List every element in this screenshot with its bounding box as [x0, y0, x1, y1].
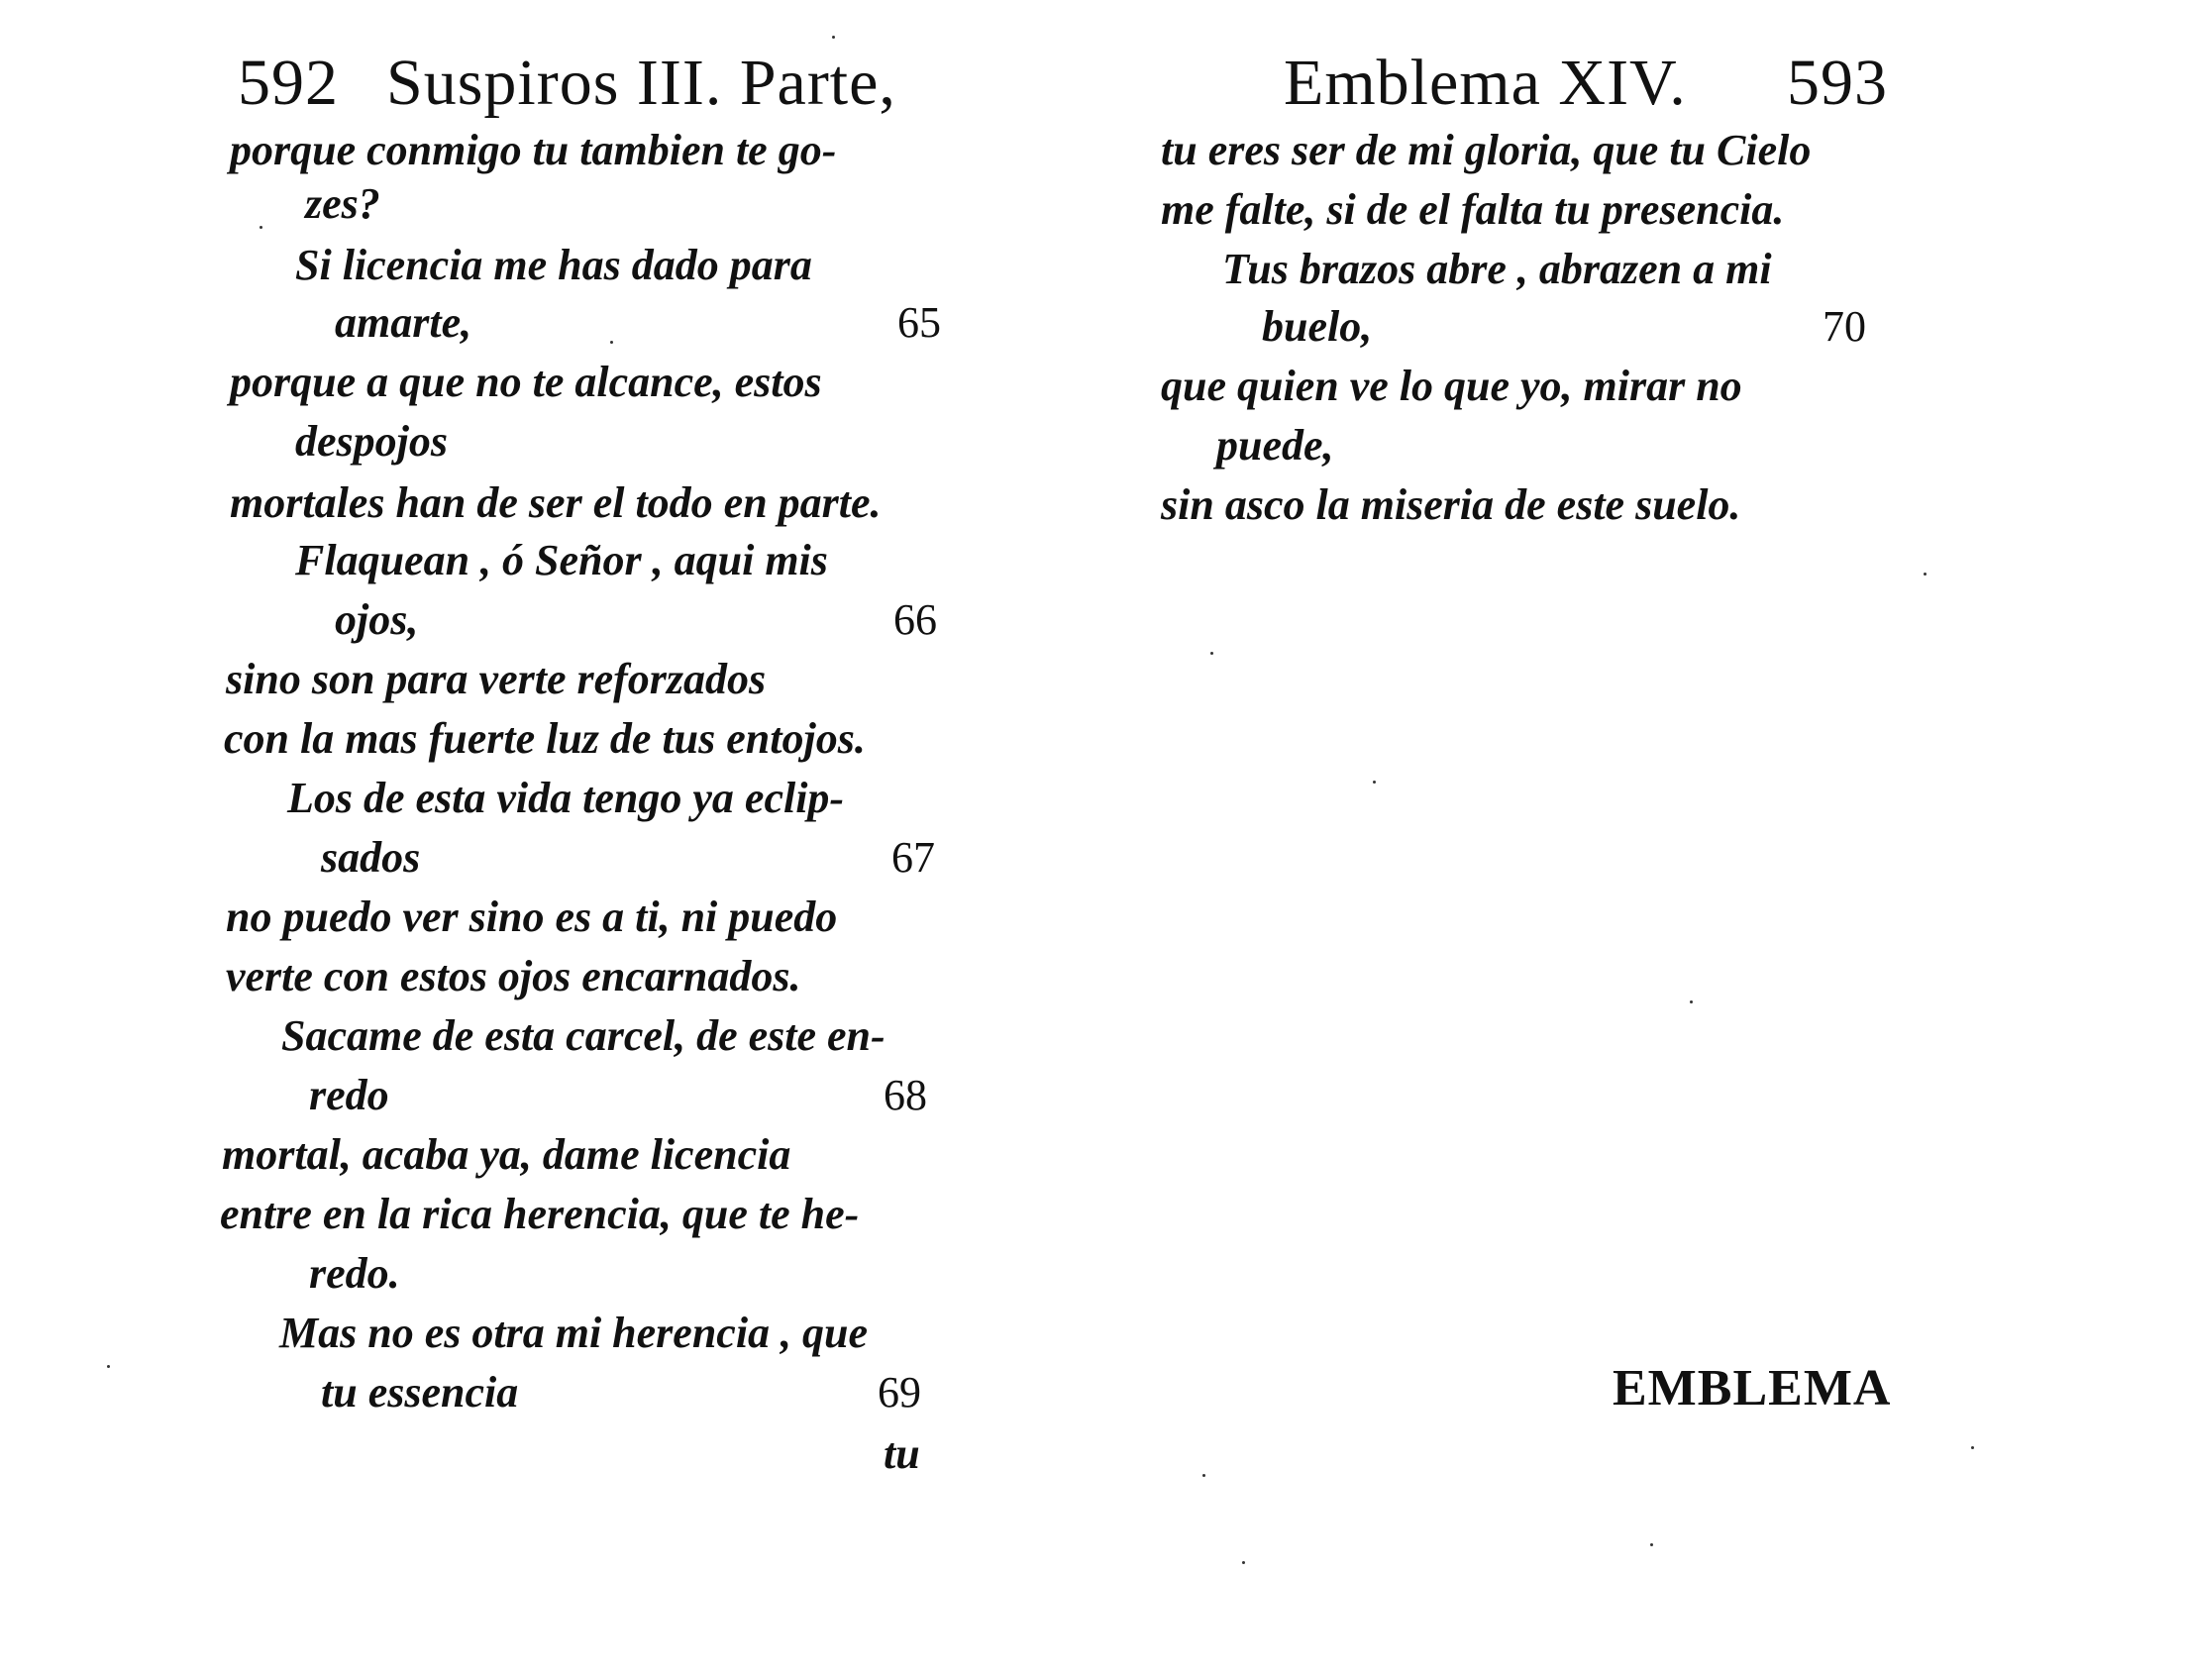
print-speck	[107, 1365, 110, 1368]
print-speck	[1373, 781, 1376, 784]
verse-number: 69	[878, 1368, 921, 1417]
print-speck	[1690, 1000, 1693, 1003]
verse-line: porque conmigo tu tambien te go-	[230, 126, 837, 174]
print-speck	[1210, 652, 1213, 655]
left-page-number: 592	[238, 47, 339, 119]
verse-line: ojos,	[335, 595, 419, 644]
verse-line: verte con estos ojos encarnados.	[226, 952, 801, 1000]
verse-line: Los de esta vida tengo ya eclip-	[287, 774, 845, 822]
right-page-number: 593	[1787, 47, 1888, 119]
verse-line: despojos	[295, 417, 448, 466]
verse-line: Sacame de esta carcel, de este en-	[281, 1011, 886, 1060]
verse-line: Si licencia me has dado para	[295, 241, 812, 289]
print-speck	[260, 226, 262, 229]
verse-number: 66	[893, 595, 937, 644]
print-speck	[832, 36, 835, 39]
verse-number: 68	[884, 1071, 927, 1119]
verse-line: sino son para verte reforzados	[226, 655, 767, 703]
verse-line: amarte,	[335, 298, 472, 347]
verse-line: porque a que no te alcance, estos	[230, 358, 822, 406]
verse-line: buelo,	[1262, 302, 1373, 351]
verse-line: mortales han de ser el todo en parte.	[230, 478, 882, 527]
verse-line: puede,	[1216, 421, 1334, 470]
verse-line: redo	[309, 1071, 389, 1119]
print-speck	[610, 341, 613, 344]
verse-number: 65	[897, 298, 941, 347]
catchword: EMBLEMA	[1613, 1360, 1892, 1417]
verse-line: tu eres ser de mi gloria, que tu Cielo	[1161, 126, 1812, 174]
verse-line: mortal, acaba ya, dame licencia	[222, 1130, 791, 1179]
verse-line: sin asco la miseria de este suelo.	[1161, 480, 1741, 529]
verse-line: entre en la rica herencia, que te he-	[220, 1190, 860, 1238]
right-running-head: Emblema XIV.	[1284, 47, 1687, 119]
verse-line: Mas no es otra mi herencia , que	[279, 1309, 869, 1357]
verse-line: Tus brazos abre , abrazen a mi	[1222, 245, 1772, 293]
verse-number: 70	[1823, 302, 1866, 351]
verse-line: tu essencia	[321, 1368, 519, 1417]
print-speck	[1971, 1446, 1974, 1449]
verse-number: 67	[891, 833, 935, 882]
print-speck	[1242, 1561, 1245, 1564]
print-speck	[1202, 1474, 1205, 1477]
verse-line: redo.	[309, 1249, 400, 1298]
verse-line: sados	[321, 833, 421, 882]
print-speck	[1924, 573, 1927, 576]
verse-line: Flaquean , ó Señor , aqui mis	[295, 536, 828, 584]
verse-line: me falte, si de el falta tu presencia.	[1161, 185, 1785, 234]
verse-line: zes?	[305, 179, 380, 228]
catchword: tu	[884, 1429, 920, 1478]
verse-line: que quien ve lo que yo, mirar no	[1161, 362, 1742, 410]
verse-line: no puedo ver sino es a ti, ni puedo	[226, 892, 838, 941]
verse-line: con la mas fuerte luz de tus entojos.	[224, 714, 866, 763]
print-speck	[1650, 1543, 1653, 1546]
left-running-head: Suspiros III. Parte,	[386, 47, 896, 119]
right-page	[1094, 0, 2188, 1680]
